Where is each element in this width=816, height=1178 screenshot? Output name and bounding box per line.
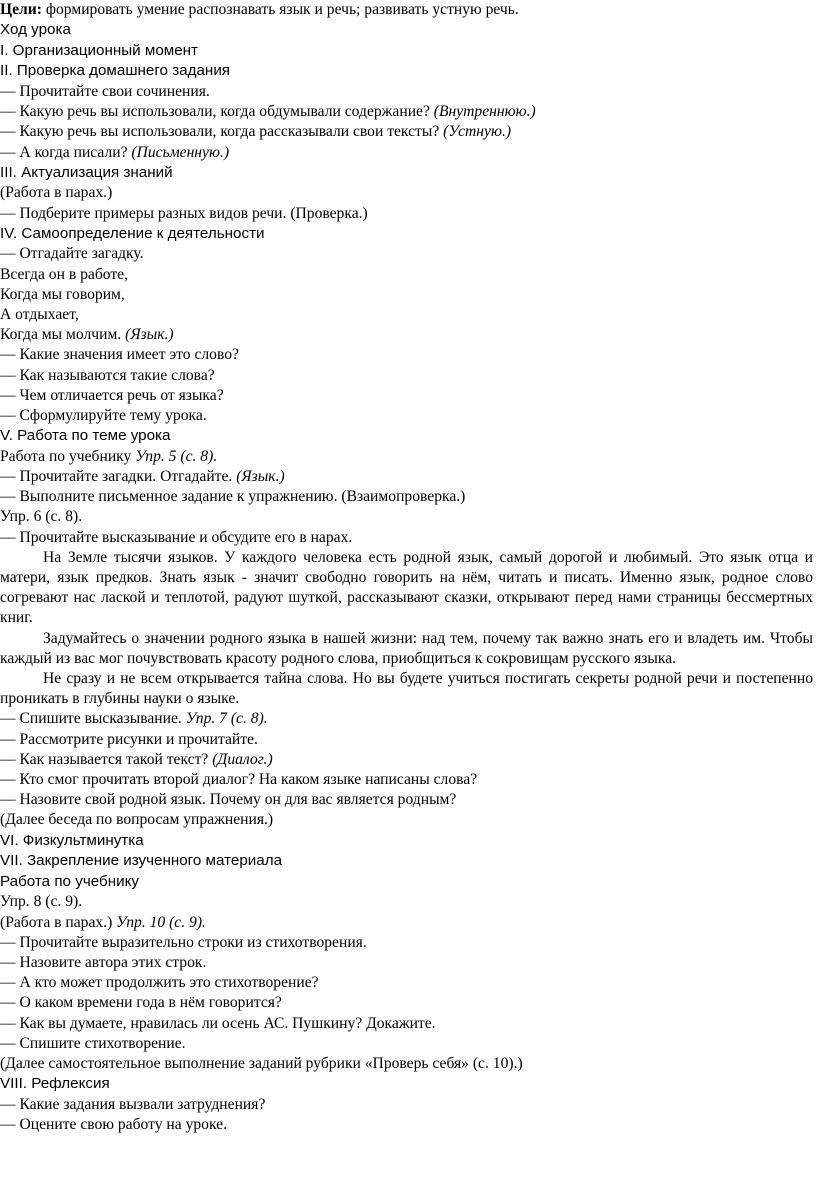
text-line: — Выполните письменное задание к упражнению. (Взаимопроверка.) <box>0 488 466 506</box>
text-line: — Чем отличается речь от языка? <box>0 386 224 404</box>
text-line: (Далее беседа по вопросам упражнения.) <box>0 811 274 829</box>
text-line: — Как вы думаете, нравилась ли осень АС. Пушкину? Докажите. <box>0 1014 436 1032</box>
text-line: — Сформулируйте тему урока. <box>0 407 207 425</box>
text-line: — Спишите стихотворение. <box>0 1034 186 1052</box>
exercise-ref: Упр. 7 (с. 8). <box>185 710 268 728</box>
text-line: — Оцените свою работу на уроке. <box>0 1116 227 1134</box>
riddle-line: Когда мы говорим, <box>0 285 125 303</box>
goals-label: Цели: <box>0 1 42 18</box>
text-line <box>0 143 816 163</box>
riddle-line <box>0 325 816 345</box>
answer-italic: (Устную.) <box>443 123 512 141</box>
exercise-ref: Упр. 6 (с. 8). <box>0 508 83 526</box>
text-line <box>0 709 816 729</box>
text-line: — Какие значения имеет это слово? <box>0 346 239 364</box>
text-line: (Далее самостоятельное выполнение заданий рубрики «Проверь себя» (с. 10).) <box>0 1055 523 1073</box>
text-line: — Прочитайте свои сочинения. <box>0 82 210 100</box>
exercise-ref: Упр. 10 (с. 9). <box>116 913 206 931</box>
section-6-title: VI. Физкультминутка <box>0 831 144 849</box>
text-line: — Назовите свой родной язык. Почему он для вас является родным? <box>0 791 457 809</box>
riddle-line: Всегда он в работе, <box>0 265 128 283</box>
text-span: — Какую речь вы использовали, когда рассказывали свои тексты? <box>0 123 444 141</box>
text-line: — Подберите примеры разных видов речи. (Проверка.) <box>0 204 368 222</box>
text-span: — Прочитайте загадки. Отгадайте. <box>0 468 237 486</box>
answer-italic: (Внутреннюю.) <box>433 103 536 121</box>
section-7-title: VII. Закрепление изученного материала <box>0 852 283 870</box>
text-line: — Какие задания вызвали затруднения? <box>0 1095 266 1113</box>
text-line <box>0 447 816 467</box>
section-1-title: I. Организационный момент <box>0 41 198 59</box>
text-line: (Работа в парах.) <box>0 184 113 202</box>
exercise-ref: Упр. 8 (с. 9). <box>0 893 83 911</box>
text-span: — Спишите высказывание. <box>0 710 186 728</box>
text-line: — Прочитайте выразительно строки из стихотворения. <box>0 933 367 951</box>
answer-italic: (Письменную.) <box>131 143 230 161</box>
goals-text: формировать умение распознавать язык и речь; развивать устную речь. <box>41 1 519 18</box>
text-line: — Рассмотрите рисунки и прочитайте. <box>0 730 258 748</box>
text-span: — Как называется такой текст? <box>0 750 213 768</box>
text-line: — Кто смог прочитать второй диалог? На каком языке написаны слова? <box>0 771 478 789</box>
section-2-title: II. Проверка домашнего задания <box>0 62 231 80</box>
text-line: — Как называются такие слова? <box>0 366 215 384</box>
goals-line <box>0 0 816 20</box>
text-line: — О каком времени года в нём говорится? <box>0 994 282 1012</box>
answer-italic: (Язык.) <box>125 326 174 344</box>
text-line: — Прочитайте высказывание и обсудите его в нарах. <box>0 528 353 546</box>
riddle-line: А отдыхает, <box>0 306 79 323</box>
text-line <box>0 750 816 770</box>
text-line <box>0 122 816 142</box>
text-line <box>0 467 816 487</box>
section-5-title: V. Работа по теме урока <box>0 427 171 445</box>
answer-italic: (Язык.) <box>236 468 285 486</box>
exercise-ref: Упр. 5 (с. 8). <box>135 447 218 465</box>
text-span: Когда мы молчим. <box>0 326 126 344</box>
text-line: — Назовите автора этих строк. <box>0 954 207 972</box>
section-3-title: III. Актуализация знаний <box>0 163 173 181</box>
text-span: Работа по учебнику <box>0 447 136 465</box>
quote-paragraph: Не сразу и не всем открывается тайна слова. Но вы будете учиться постигать секреты родной речи и постепенно проникать в глубины науки о языке. <box>0 670 813 708</box>
text-line <box>0 913 816 933</box>
text-span: (Работа в парах.) <box>0 913 117 931</box>
section-4-title: IV. Самоопределение к деятельности <box>0 224 265 242</box>
section-8-title: VIII. Рефлексия <box>0 1075 110 1093</box>
text-line <box>0 102 816 122</box>
lesson-title: Ход урока <box>0 21 71 39</box>
text-line: — А кто может продолжить это стихотворение? <box>0 974 319 992</box>
text-line: — Отгадайте загадку. <box>0 245 144 263</box>
text-span: — Какую речь вы использовали, когда обдумывали содержание? <box>0 103 434 121</box>
text-span: — А когда писали? <box>0 143 132 161</box>
section-7-subtitle: Работа по учебнику <box>0 872 139 890</box>
answer-italic: (Диалог.) <box>212 750 273 768</box>
quote-paragraph: На Земле тысячи языков. У каждого человека есть родной язык, самый дорогой и любимый. Это язык отца и матери, язык предков. Знать язык - значит свободно говорить на нём, читать и писать. Именно язык, родное слово согревают нас лаской и теплотой, радуют шуткой, рассказывают сказки, открывают перед нами страницы бессмертных книг. <box>0 548 813 627</box>
quote-paragraph: Задумайтесь о значении родного языка в нашей жизни: над тем, почему так важно знать его и владеть им. Чтобы каждый из вас мог почувствовать красоту родного слова, приобщиться к сокровищам русского языка. <box>0 629 813 667</box>
